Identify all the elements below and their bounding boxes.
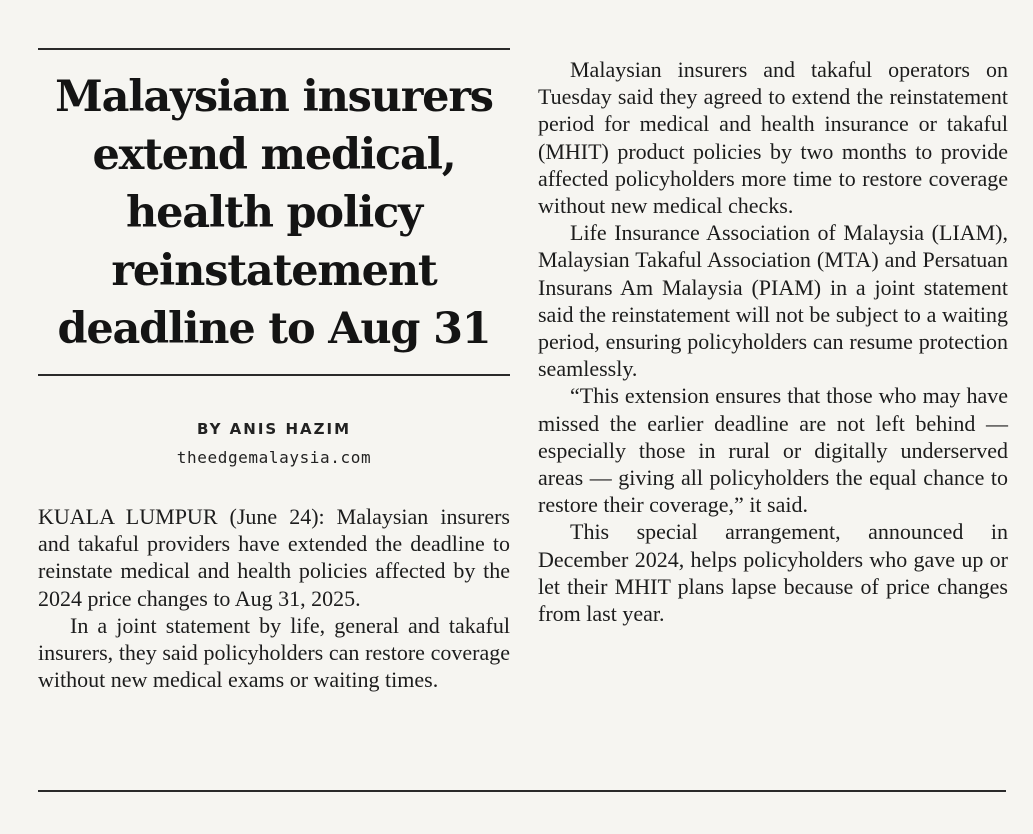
headline-line: Malaysian insurers [55,72,493,122]
headline-line: deadline to Aug 31 [57,304,491,354]
headline-line: health policy [126,188,422,238]
paragraph: “This extension ensures that those who may have missed the earlier deadline are not left behind — especially those in rural or digitally underserved areas — giving all policyholders the equal chance to restore their coverage,” it said. [538,383,1008,518]
bottom-rule [38,790,1006,792]
paragraph: Life Insurance Association of Malaysia (LIAM), Malaysian Takaful Association (MTA) and Persatuan Insurans Am Malaysia (PIAM) in a joint statement said the reinstatement will not be subject to a waiting period, ensuring policyholders can resume protection seamlessly. [538,220,1008,382]
headline [38,68,510,358]
left-column-body [38,503,510,693]
headline-line: extend medical, [92,130,456,180]
headline-bottom-rule [38,374,510,376]
headline-line: reinstatement [111,246,437,296]
byline: BY ANIS HAZIM [196,420,351,438]
paragraph: Malaysian insurers and takaful operators on Tuesday said they agreed to extend the reinstatement period for medical and health insurance or takaful (MHIT) product policies by two months to provide affected policyholders more time to restore coverage without new medical checks. [538,57,1008,219]
paragraph: This special arrangement, announced in December 2024, helps policyholders who gave up or let their MHIT plans lapse because of price changes from last year. [538,519,1008,627]
paragraph: In a joint statement by life, general and takaful insurers, they said policyholders can restore coverage without new medical exams or waiting times. [38,612,510,693]
headline-block [38,48,510,358]
source-url: theedgemalaysia.com [176,448,372,467]
paragraph: KUALA LUMPUR (June 24): Malaysian insurers and takaful providers have extended the deadline to reinstate medical and health policies affected by the 2024 price changes to Aug 31, 2025. [38,504,510,611]
right-column-body [538,56,1008,627]
